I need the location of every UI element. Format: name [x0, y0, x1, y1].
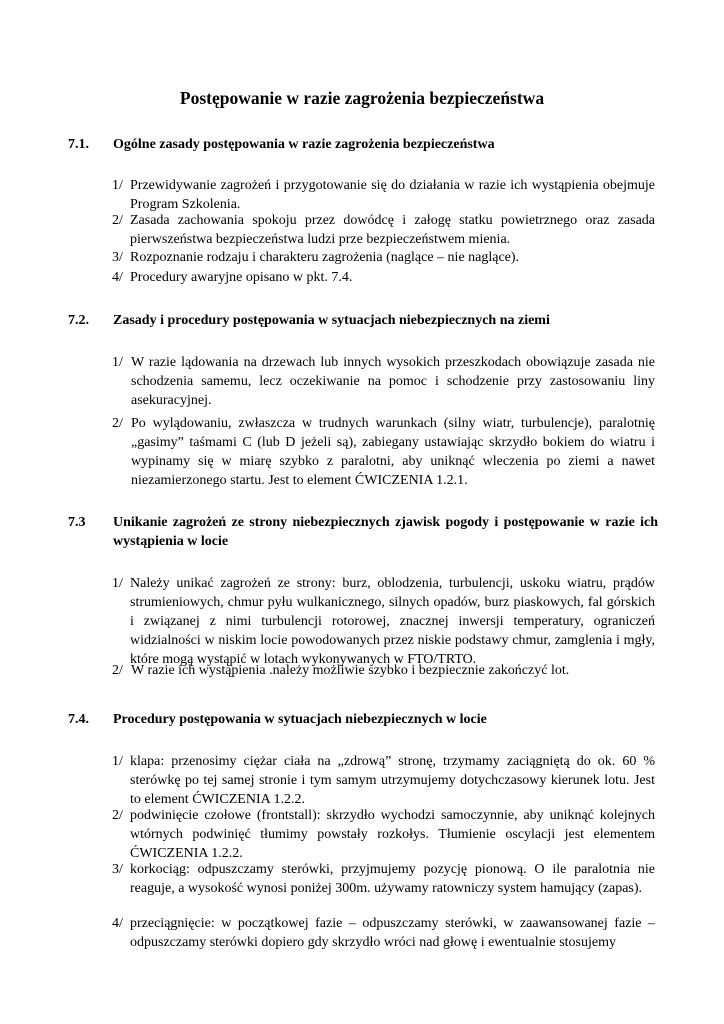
list-item-number: 2/: [112, 663, 123, 678]
list-item-text: Należy unikać zagrożeń ze strony: burz, oblodzenia, turbulencji, uskoku wiatru, prądów strumieniowych, chmur pyłu wulkanicznego, silnych opadów, burz piaskowych, fal górskich i związanej z nimi turbulencji rotorowej, znacznej inwersji temperatury, ograniczeń widzialności w niskim locie powodowanych przez niskie podstawy chmur, zamglenia i mgły, które mogą wystąpić w lotach wykonywanych w FTO/TRTO.: [130, 576, 655, 667]
section-title: Ogólne zasady postępowania w razie zagrożenia bezpieczeństwa: [113, 137, 495, 152]
list-item-text: Procedury awaryjne opisano w pkt. 7.4.: [130, 270, 353, 285]
list-item-text: Rozpoznanie rodzaju i charakteru zagrożenia (naglące – nie naglące).: [130, 250, 520, 265]
list-item-number: 3/: [112, 862, 123, 877]
list-item-number: 1/: [112, 754, 123, 769]
list-item: [112, 914, 655, 952]
list-item-text: przeciągnięcie: w początkowej fazie – odpuszczamy sterówki, w zaawansowanej fazie – odpuszczamy sterówki dopiero gdy skrzydło wróci nad głowę i ewentualnie stosujemy: [130, 916, 655, 950]
list-item-number: 3/: [112, 250, 123, 265]
section-number: 7.4.: [68, 712, 89, 727]
list-item-text: W razie lądowania na drzewach lub innych wysokich przeszkodach obowiązuje zasada nie schodzenia samemu, lecz oczekiwanie na pomoc i schodzenie przy zastosowaniu liny asekuracyjnej.: [131, 355, 655, 408]
list-item-number: 1/: [112, 355, 123, 370]
list-item-number: 4/: [112, 916, 123, 931]
list-item-text: klapa: przenosimy ciężar ciała na „zdrową” stronę, trzymamy zaciągniętą do ok. 60 % sterówkę po tej samej stronie i tym samym utrzymujemy dotychczasowy kierunek lotu. Jest to element ĆWICZENIA 1.2.2.: [130, 754, 655, 807]
section-title: Unikanie zagrożeń ze strony niebezpiecznych zjawisk pogody i postępowanie w razie ich wystąpienia w locie: [113, 515, 658, 549]
section-title: Zasady i procedury postępowania w sytuacjach niebezpiecznych na ziemi: [113, 313, 550, 328]
list-item-number: 4/: [112, 270, 123, 285]
list-item-text: korkociąg: odpuszczamy sterówki, przyjmujemy pozycję pionową. O ile paralotnia nie reaguje, a wysokość wynosi poniżej 300m. używamy ratowniczy system hamujący (zapas).: [130, 862, 655, 896]
list-item: [112, 806, 655, 863]
list-item-text: Po wylądowaniu, zwłaszcza w trudnych warunkach (silny wiatr, turbulencje), paralotnię „gasimy” taśmami C (lub D jeżeli są), zabiegany ustawiając skrzydło bokiem do wiatru i wypinamy się w miarę szybko z paralotni, aby uniknąć wleczenia po ziemi a nawet niezamierzonego startu. Jest to element ĆWICZENIA 1.2.1.: [131, 416, 655, 488]
list-item-text: Przewidywanie zagrożeń i przygotowanie się do działania w razie ich wystąpienia obejmuje Program Szkolenia.: [130, 178, 655, 212]
list-item-text: W razie ich wystąpienia .należy możliwie szybko i bezpiecznie zakończyć lot.: [131, 663, 570, 678]
list-item: [112, 574, 655, 669]
list-item: [112, 211, 655, 249]
section-number: 7.1.: [68, 137, 89, 152]
list-item-number: 1/: [112, 178, 123, 193]
list-item: [112, 661, 655, 680]
list-item: [112, 176, 655, 214]
section-title: Procedury postępowania w sytuacjach niebezpiecznych w locie: [113, 712, 487, 727]
list-item: [112, 752, 655, 809]
list-item-text: podwinięcie czołowe (frontstall): skrzydło wychodzi samoczynnie, aby uniknąć kolejnych wtórnych podwinięć tłumimy powstały rozkołys. Tłumienie oscylacji jest elementem ĆWICZENIA 1.2.2.: [130, 808, 655, 861]
section-number: 7.2.: [68, 313, 89, 328]
list-item: [112, 860, 655, 898]
list-item-number: 1/: [112, 576, 123, 591]
list-item-number: 2/: [112, 808, 123, 823]
list-item-text: Zasada zachowania spokoju przez dowódcę i załogę statku powietrznego oraz zasada pierwszeństwa bezpieczeństwa ludzi prze bezpieczeństwem mienia.: [130, 213, 655, 247]
list-item: [112, 268, 655, 287]
list-item-number: 2/: [112, 213, 123, 228]
section-number: 7.3: [68, 515, 86, 530]
page-title: Postępowanie w razie zagrożenia bezpieczeństwa: [179, 88, 545, 108]
list-item: [112, 414, 655, 490]
list-item: [112, 353, 655, 410]
list-item: [112, 248, 655, 267]
list-item-number: 2/: [112, 416, 123, 431]
